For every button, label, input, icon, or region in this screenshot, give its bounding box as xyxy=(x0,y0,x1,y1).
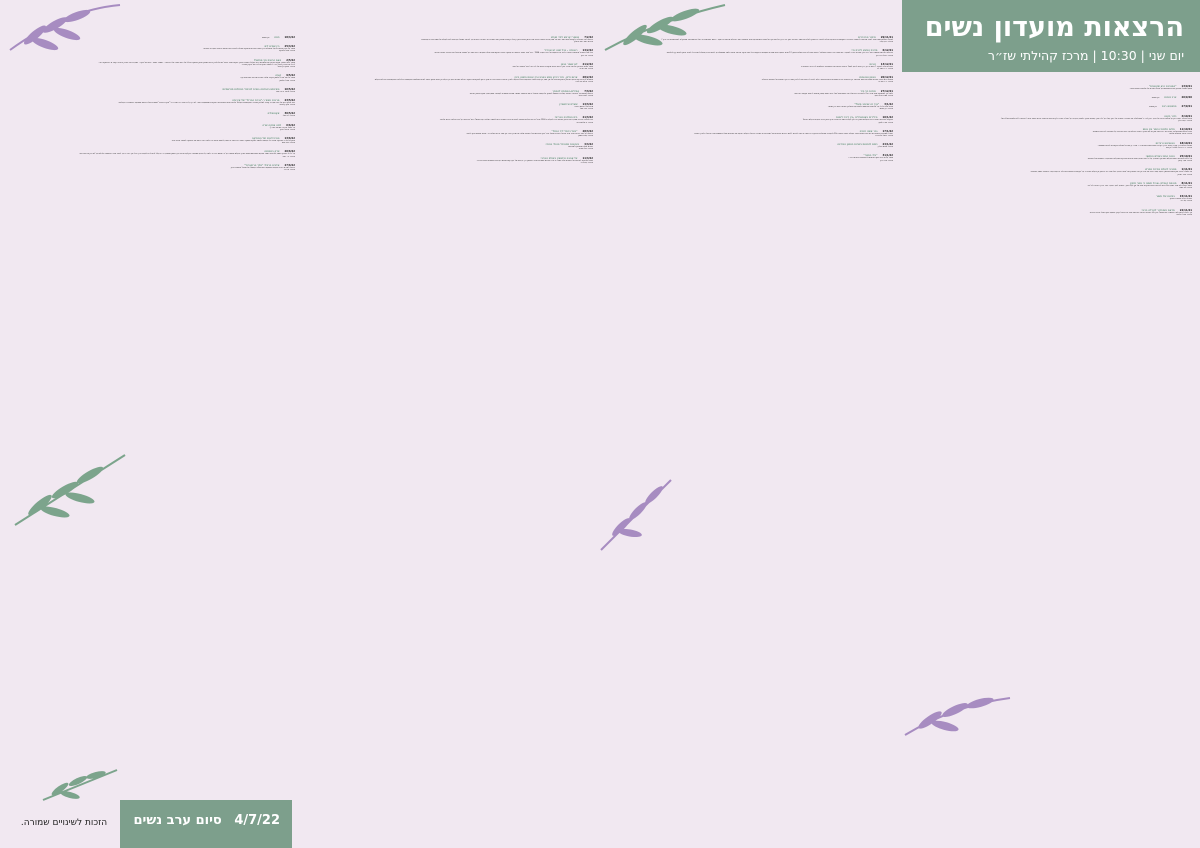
lecture-date: 21/2/22 xyxy=(582,62,593,66)
lecture-entry xyxy=(303,130,593,137)
lecture-description: הרצאה סוחפת על הכתיבה -תרפיה עולם בו המפתח להפחך ולהעצמה מתחיל בראש וראשונה בסיפור שאנחנו מספרים לעצמנו. מופע סוער סוחף מצחיק ומרגש. xyxy=(469,92,593,95)
lecture-date: 29/11/21 xyxy=(880,36,893,39)
leaf-decoration-icon xyxy=(596,475,676,555)
lecture-date: 6/6/22 xyxy=(286,123,295,127)
lecture-title: רואנדה - בכל שנה יש אפריל xyxy=(544,49,578,53)
lecture-description: סיפור בלשי אמיתי, מותח ומרתק עם טוויסטים רבים בעלילה מזווית החוקר מקפד מוצב בגבול ישראל-לבנון נרצח מפיצוץ מטען בשיטוף הגלגל של הגיש הסיור שלו הרצאה... ומסוגר בספר ״יומנו של חוקר״ במערכת ואי הצדק הנוראי בקשר ש״המבוקש הזה״ xyxy=(98,61,295,64)
lecture-speaker: מרצה: יריב פלד xyxy=(282,115,295,118)
no-meeting-note: אין מפגש xyxy=(262,37,270,39)
lecture-speaker: מרצה: אלון קליבנוב xyxy=(279,104,295,107)
lecture-speaker: מרצה: מנחם טילדין xyxy=(877,146,893,149)
lecture-description: בית המלוכה הבריטי מסעיר את הדמיון האנושי כבר למעלה מ 1200 שנה! מי הם המלכים שהפכו לגיבורים וכיצד השתנה היחס למוסד המלוכה עם השנים? הכול בהרצאה על בית המלוכה בדגש מלכות. xyxy=(439,119,593,122)
lecture-date: 7/3/22 xyxy=(584,89,593,93)
lecture-speaker: מרצה: רועי עלוני xyxy=(879,41,893,44)
lecture-date: 20/6/22 xyxy=(284,150,295,154)
lecture-speaker: מרצה: אורלי אלדובי xyxy=(1176,213,1192,216)
no-meeting-note: אין מפגש. xyxy=(1151,97,1160,100)
lecture-description: שני הפלגה הזוגה אוקיינוסים שבמשך כמעט עשור הציגו את טניה וגן זוגה במאבק מול איתני הטבע, מול שודדי ים, בניתוק מן העולם המודרני. על הקשיים וההתמודדויות לצד הרגעים עוצרי הנשימה במסע המאתגר. xyxy=(1029,171,1192,174)
lecture-title: נשים לוחמות בשרות בטחון המדינה xyxy=(837,143,878,147)
lecture-date: 8/11/21 xyxy=(1181,181,1192,185)
lecture-description: מוזמנים להיכרות עם הטבע המרתק והאיקונוגרפיה של יפן. מסע בין עונות השנה הצבועות בשלל צבעים, לאורך שרשרת האיים ההררית שבין ים יפן לאוקיאנוס השקט. נטולת אוצרות טבע אך בעלת הון אנושי שהפך אותה לאחת משלושת המעצמות הכלכליות והתעשייתיות הגדולות בעולם. xyxy=(374,79,593,82)
lecture-entry xyxy=(10,74,295,81)
lecture-description: מופע נוסטלגי מצחיק ומרגש שמבוסס על מיטב השירים של שלישיית הגשש החיוור. xyxy=(1129,88,1192,90)
lecture-title-line xyxy=(902,96,1192,99)
lecture-title: השימוש בהנדסה גנטית לטיפול במחלות תורשתיות xyxy=(222,87,280,91)
lecture-entry xyxy=(303,103,593,110)
lecture-speaker: מרצה: ירון כפכפי xyxy=(879,108,893,111)
lecture-entry xyxy=(902,85,1192,90)
lecture-date: 13/9/21 xyxy=(1181,85,1192,88)
lecture-entry xyxy=(902,105,1192,108)
lecture-entry xyxy=(10,99,295,106)
lecture-date: 15/11/21 xyxy=(1179,195,1192,199)
lecture-description: נלמד איך באמצעות מבט מהיר נוכל לזהות מי ניצב מולנו מה הפוטנציאל שלו, איזה תחום עיסוק מתאים לו ואיזו תקופה הוא חווה. xyxy=(793,92,893,95)
lecture-entry xyxy=(603,143,893,148)
lecture-date: 20/9/20 xyxy=(1181,96,1192,100)
leaf-decoration-icon xyxy=(900,690,1015,740)
lecture-entry xyxy=(902,182,1192,189)
lecture-speaker: מרצה: עידית בר xyxy=(580,161,593,164)
lecture-title: האמן ואהובתו xyxy=(859,76,876,80)
lecture-title: פסח xyxy=(274,36,280,39)
lecture-speaker: מרצה: אודי פרבר xyxy=(579,68,593,71)
season-end-banner xyxy=(120,800,292,848)
lecture-speaker: מרצה: איילת איידלברג xyxy=(575,81,593,84)
lecture-entry xyxy=(10,124,295,131)
lecture-date: 27/6/22 xyxy=(284,163,295,167)
lecture-date: 11/10/21 xyxy=(1179,128,1192,132)
lecture-speaker: מרצה: מירה כהן xyxy=(880,159,893,162)
lecture-date: 10/1/22 xyxy=(882,116,893,120)
lecture-entry xyxy=(603,130,893,137)
lecture-title: ערב סוכות xyxy=(1164,96,1177,100)
lecture-speaker: מרצה: ליאת רוטנר xyxy=(578,94,593,97)
lecture-speaker: מרצה: עננת הופמן xyxy=(578,135,593,138)
lecture-speaker: מרצה: עוזי רבי xyxy=(1180,200,1192,203)
no-meeting-note: אין מפגש. xyxy=(1148,106,1157,109)
lecture-date: 20/12/21 xyxy=(880,76,893,80)
lecture-title: קובה xyxy=(275,74,282,78)
lecture-entry xyxy=(902,96,1192,99)
lecture-description: כוכבים מזלות מיסטיקה ומציאות. xyxy=(567,146,593,149)
lecture-title: חלום חלמתי ופותר אין אותו xyxy=(1142,128,1175,132)
lecture-entry xyxy=(603,154,893,161)
lecture-description: מחקרים גלו כי המוזיקה מהווה כלי עוצמתי לשיפור ושיקום תפקודי המוח. בהרצאה זו נתוודע לתחום חדשני זה ונלמד כיצד נרתום את המוזיקה לשיפור איכות חיינו. xyxy=(171,139,295,142)
lecture-title: צדק במבחנה xyxy=(264,150,280,154)
lecture-entry xyxy=(902,195,1192,202)
lecture-description: פרסי נובל והגנום היהודי. xyxy=(573,106,593,109)
lecture-title: סודות כף היד xyxy=(860,89,876,93)
leaf-decoration-icon xyxy=(40,765,120,805)
lecture-speaker: מרצים: תמר וצחי צייטלין xyxy=(573,41,593,44)
lecture-description: הספר קוהלת לא שאר כמעט ולא נכנס לתרבות החיים מנקודת מבט של זקן בעל ניסיון , המציע לנער הצעיר -מהי הדרך הנכונה לכל בה. xyxy=(1087,184,1192,187)
season-end-date: 4/7/22 xyxy=(234,813,280,828)
lecture-title: האם הרוצח חף מפשע? xyxy=(254,58,282,62)
lecture-description: אמנים רבים תיארו בצורות שונות את נושא אהבתם. בין האהובות היו גם נשותיהם והאהובותיהם. נלמד להבדיל ביניהם ונוכל להבין ממה היו בין האישיים של האמנים הגדולים. xyxy=(761,79,893,82)
leaf-decoration-icon xyxy=(5,0,125,60)
lecture-description: בהרצאה מרגשת חושפת רויטל נריה כהן, שוטרת בכירה לשעבר, את סיפור חייה האישי המטלטל. כאישה שניהלה חיים כפולים במשך 12 שנים. בשעות היום שוטרת מועצמת ברמקפת ככל אשה חזקה ובביתה אישה חלשה ומושפלת עד לאותו אירוע מטלטל שגרם לה לאזור אומץ ולשים קץ לאלימות. xyxy=(666,52,893,55)
lecture-entry xyxy=(303,116,593,123)
lecture-description: רוסיה, ששינויים ההיסטוריים הם מהדרמטיים ביותר בעולם, הפכה במאה ה20 למעבדה סוציולגית מרתקת. בהרצאה זו ננסה להכנס ללבם, בחירם וסיכוייהם של נשים וגברים במדינה הגדולה בעולם. ונוגעת את השינויים שחלו בתפיסות מגדריות אלה לאורך השנים. xyxy=(694,132,893,135)
lecture-entry xyxy=(303,36,593,43)
lecture-date: 17/1/22 xyxy=(882,129,893,133)
lecture-speaker: מרצה: אפרת הילה סעד xyxy=(874,94,893,97)
lecture-speaker: מרצה: טניה רמניק xyxy=(1177,173,1192,176)
lecture-date: 21/3/22 xyxy=(582,116,593,120)
lecture-date: 6/12/21 xyxy=(882,49,893,53)
lecture-title: "המנגינה היא שקועבת" xyxy=(1148,85,1177,88)
lecture-title: מנטורי קרטא לחיי חופש xyxy=(551,36,580,39)
lecture-date: 13/6/22 xyxy=(284,136,295,140)
lecture-title: גבר אשה רוסיה xyxy=(859,129,878,133)
lecture-title: הושענא רבה xyxy=(1161,105,1177,109)
lecture-entry xyxy=(603,90,893,97)
lecture-speaker: מרצה: פרופ׳ אבשלום אליצור xyxy=(1168,133,1192,136)
lecture-date: 27/12/21 xyxy=(880,89,893,93)
lecture-entry xyxy=(603,116,893,123)
lecture-column-3 xyxy=(303,0,593,848)
lecture-description: הצצה מרתקת לתרבות של השכנים שלנו במזה״ת נכיר מנהגים ומסורות סביב הנישואין דרך עיניהם של הקריקטוריסטים הערבים הנשואות וחווית בם יחד. xyxy=(476,159,593,162)
rights-reserved-note: הזכות לשינויים שמורה. xyxy=(20,818,108,828)
lecture-date: 4/4/22 xyxy=(584,143,593,147)
lecture-title: אקטואליה xyxy=(267,112,280,116)
lecture-speaker: מרצה: פרופ׳ ידידיה גפני xyxy=(276,90,295,93)
lecture-title: סיפור הפרברים xyxy=(858,36,876,39)
lecture-entry xyxy=(603,63,893,70)
lecture-entry xyxy=(603,76,893,83)
lecture-title: מזירת הפשע לזירת חיי xyxy=(851,49,878,53)
lecture-title: על אהבה ונישואין בעולם הערבי xyxy=(540,156,578,160)
lecture-speaker: מרצה: אריאל הכהן xyxy=(279,128,295,131)
lecture-speaker: מרצה: ד״ר משה לוי xyxy=(877,68,893,71)
lecture-speaker: מרצה: מיטל איטקיס xyxy=(279,50,295,53)
lecture-date: 2/5/22 xyxy=(286,58,295,62)
lecture-entry xyxy=(603,103,893,110)
page-title: הרצאות מועדון נשים xyxy=(924,12,1184,43)
lecture-entry xyxy=(10,59,295,69)
lecture-description: האם יש סיכוי לאהבה ? האם יש רק דרך אחת להגיע לשם? הרצאה בוחנת את המונוגמיה והחלופות לה בראי ההיסטוריה xyxy=(801,65,893,68)
lecture-description: עדות המדינה רעות רובין על פרשת הרצח של הנער רענן לוי ז״ל ששטלטלה את המדינה. סיפורה של רובין עולה על כל דימיון. עוצמתי ונעקר לשמוע הערהה על תהליכי בחירה לקיחת אחריות ושינוי בחיים- סיפור אישי. (הכניסה ללא טלפונים סלולריים). xyxy=(1000,117,1192,120)
lecture-title-line xyxy=(902,105,1192,108)
lecture-title: מדאם פומפדור לקרלה ברוני xyxy=(1141,208,1175,212)
lecture-title: אלביס פרסלי "מלך הרוקנרול" xyxy=(244,163,280,167)
lecture-column-2 xyxy=(603,0,893,848)
lecture-entry xyxy=(902,209,1192,216)
lecture-speaker: מרצה: זהר בגון xyxy=(581,54,593,57)
lecture-entry xyxy=(10,88,295,93)
lecture-description: האביב הערבי והמזרח התיכון. xyxy=(1169,198,1192,201)
lecture-entry xyxy=(303,157,593,164)
lecture-speaker: מרצה: אורלי סלומון xyxy=(279,79,295,82)
lecture-title: הילידים באוסטרליה -בין דיכוי לזהות xyxy=(836,116,878,120)
lecture-description: בכל שנה באפריל מתכנסת רואנדה לזכור את הזוועות של רצח העם ב 1994 . בכל שנה השאר הנושא היא עסוקה בבנייה שיקום ופיוס ואלה נשענים הרבה מאוד על נשותיה שהובילו את המדינה המוכה מחדש. xyxy=(434,52,593,55)
lecture-speaker: מרצה: דר׳ זאבי xyxy=(282,155,295,158)
lecture-entry xyxy=(303,90,593,97)
lecture-date: 11/4/22 xyxy=(582,156,593,160)
lecture-entry xyxy=(303,76,593,83)
lecture-entry xyxy=(303,49,593,56)
lecture-date: 9/5/22 xyxy=(286,74,295,78)
lecture-speaker: מרצה: ד״ר מרדכי (מורדי) בן חמו xyxy=(1165,146,1192,149)
lecture-speaker: מרצה: ארז בר xyxy=(283,168,295,171)
lecture-date: 24/1/22 xyxy=(882,143,893,147)
lecture-title: זוגיות xyxy=(869,62,876,66)
lecture-description: סיפור חייו של אורלי סלומון בקובה מלווה בשירים מדרום יבשת אמריקה. xyxy=(240,77,295,80)
lecture-entry xyxy=(10,164,295,171)
lecture-speaker: לרגל יום הזיכרון לחללי צה״ל הסיפור מוקדש לזכרו של הקצין שנהרג. מרצה: צביקה קרוכמל xyxy=(241,63,295,69)
lecture-speaker: מרצה: יואל שתרוג xyxy=(578,148,593,151)
lecture-date: 28/3/22 xyxy=(582,129,593,133)
lecture-date: 7/2/22 xyxy=(584,36,593,39)
lecture-title: שאלת איינשטיין xyxy=(559,103,578,107)
lecture-title: הכוח הנשי בעולם החשאי xyxy=(1145,154,1175,158)
lecture-speaker: מרצה: יואב יוכפז xyxy=(281,142,295,145)
lecture-date: 14/3/22 xyxy=(582,103,593,107)
lecture-title: בעקבות פסטיבל ההולי בהודו xyxy=(545,143,580,147)
leaf-decoration-icon xyxy=(10,450,130,530)
lecture-date: 18/10/21 xyxy=(1179,141,1192,145)
lecture-date: 23/5/22 xyxy=(284,98,295,102)
lecture-entry xyxy=(902,128,1192,135)
lecture-date: 1/11/21 xyxy=(1181,168,1192,172)
lecture-title: לא שומר בבטן xyxy=(560,62,578,66)
lecture-entry xyxy=(10,137,295,144)
lecture-description: כיצד מגיעה בתו של חנוני מעיירה קטנה לשלטון במדינה המעצמתית בעולם? ולהיות אחת מהמנהיגות החזקות והמשפיעות ביותר, לא רק על בריטניה, בה שברה כל "תקרת זכוכית "אפשרית אלא כדמות משפיעה בהיסטוריה העולמית. xyxy=(118,101,295,104)
lecture-date: 3/1/22 xyxy=(884,103,893,107)
lecture-date: 4/10/21 xyxy=(1181,114,1192,118)
lecture-title: "איך זה שכוכב מעז?" xyxy=(854,103,880,107)
lecture-date: 28/2/22 xyxy=(582,76,593,80)
lecture-title: האוטיסט ורעייתו xyxy=(1155,141,1175,145)
lecture-description: הרצאה זוגה במהלכה לוקחים אותנו תמר וצחי אל מסע מרגש -סיפור חייהם יוצא הדופן מחיים בתוך קהילה קיצונית ומאבק תסר פשרות נגד המדינה הציונית ועד ליציאה בשאלה עם שש ילדים לעולם של חופש בחירה ועצמאות. xyxy=(421,39,593,41)
lecture-entry xyxy=(902,155,1192,162)
lecture-date: 30/5/22 xyxy=(284,112,295,116)
lecture-speaker: מרצה: רויטל נריה כהן xyxy=(875,54,893,57)
lecture-entry xyxy=(303,63,593,70)
lecture-title: למה צחקה שרה xyxy=(262,123,282,127)
lecture-entry xyxy=(303,143,593,150)
lecture-date: 25/10/21 xyxy=(1179,154,1192,158)
lecture-description: על הומור אירוניה ושנינות בתנ״ך. xyxy=(269,126,295,129)
lecture-column-4 xyxy=(10,0,295,848)
lecture-speaker: מרצה: ד״ר אפי זיו xyxy=(878,81,893,84)
lecture-date: 27/9/21 xyxy=(1181,105,1192,109)
lecture-description: על דנ״א, גנטיקה ופשע בהרצאה נספר שבעים תחום מפורסמים בארץ ובעולם שנפתרו על ידי שימוש בדנ״א, נלמד על המדע שמאחורי הקלעים ונראה איך באופן מפתיע, דנ״א עלול להוביל גם לעיוות הדין. נגלה איך הדנ״א עד להציג אחרי המחשבה ולבלוש על לא נכון את בוא הצד. xyxy=(78,153,295,156)
page-subtitle: יום שני | 10:30 | מרכז קהילתי שז״ר xyxy=(987,48,1184,63)
lecture-entry xyxy=(902,115,1192,122)
lecture-description: החיים, השירים ההרס העצמי והשפעתו התרבותית העצומה של מחולל מהפכת הרוק xyxy=(230,166,295,169)
lecture-title: "בצל כרמל ליד הנחל" xyxy=(551,129,578,133)
lecture-title: הנוירולוגיה של המוזיקה xyxy=(251,136,280,140)
lecture-speaker: מרצה: רעות רובין xyxy=(1178,119,1192,122)
lecture-description: למעלה משלוש מאות שנה לאחר שהוצגה לראשונה הטרגדיה השקספירית הנודעת מחליט לאונרד ברנשטיין לשלב את סיפור האהבה בתוך חיי הכרך של אמריקה של שנות החמישים עם אחד מתחזות הזמר הגדולים שנכתבו אי פעם . היחום המאימים זה החל כפראפראזה מוסיקלית לאנטישמיות בניו יורק ? xyxy=(661,39,893,41)
lecture-description: איך נכנלה צרפת לפני המהפכה הצרפתית? ואיך נולד מטבח הגורמה הצרפתי שיצר את הגובל קויזין, תופעת השף כסלב וכוכבו חרבות. xyxy=(1089,211,1192,214)
leaf-decoration-icon xyxy=(600,0,730,55)
lecture-title: בין שמים לים xyxy=(264,45,280,49)
lecture-description: סיפור עליית יהודי תימן ותרומתם להתיישבות החדשה בא״י. xyxy=(848,157,893,160)
lecture-description: סיפור האישי המרתק של אודי פרבר ואיך נראים החיים מנקודת המבט של ילד הגדל בצל המשבר של אמו. xyxy=(512,65,593,68)
lecture-entry xyxy=(10,150,295,157)
lecture-description: הרצאה על מנור יצירתו אהוד מנור מגדולי היוצרים שנולד וגדל בנוף הארצישראלי וכתיבתו מלווה את פרקי חיינו. נוף אשר יצירתו מלאה בו - מביתו מושבתו ונוף ילדותו. xyxy=(466,132,593,135)
lecture-description: סיפור על אבדן והתגברות על מכשולים דרך סיפור אישי מהתרסקות טוטלית לבניית חיים חדשים הרצאה מעוררת השראה xyxy=(203,48,295,51)
lecture-description: שיחה פלב אל לב על אירוטיזם והגשמת חלומות עם המלחין, מחזאי, במאי ירון כפכפי. xyxy=(827,106,893,109)
lecture-speaker: מרצה: נארי פאל xyxy=(579,108,593,111)
lecture-description: יסודות הזוגיות דרך מקרה מיוחד בדרך הקרית והומוריסטית מתיחס ד״ר מורדי בן חמו אל שאלות הקשורות לזוגיות ומשפחה. xyxy=(1097,144,1192,147)
lecture-date: 14/2/22 xyxy=(582,49,593,53)
lecture-speaker: מרצה: יוסי ניסוזי xyxy=(1179,187,1192,189)
lecture-title: "עלי בתמר" xyxy=(863,154,878,158)
lecture-title: המילים-המפתח להפחך xyxy=(552,89,580,93)
lecture-date: 16/5/22 xyxy=(284,87,295,91)
lecture-title: חוכמת קוהלת -אכול ושתה כי מחר תזקין xyxy=(1129,181,1177,185)
lecture-title: בית המלוכה הבריטי xyxy=(554,116,578,120)
lecture-speaker: מרצה: זאב רילסקי xyxy=(878,121,893,124)
lecture-title: בסיומו של עשור xyxy=(1156,195,1175,199)
lecture-date: 18/4/22 xyxy=(284,36,295,39)
lecture-date: 31/1/22 xyxy=(882,154,893,158)
lecture-speaker: מרצה: דניאל גולדנברג xyxy=(875,135,893,138)
lecture-date: 22/11/21 xyxy=(1179,208,1192,212)
lecture-speaker: מרצה: סער קדמן xyxy=(1178,160,1192,163)
lecture-date: 13/12/21 xyxy=(880,62,893,66)
lecture-entry xyxy=(902,168,1192,175)
lecture-date: 25/4/22 xyxy=(284,45,295,49)
lecture-entry xyxy=(902,142,1192,149)
lecture-speaker: מרצה: זיו אלכסנדרוני xyxy=(576,121,593,124)
lecture-entry xyxy=(10,112,295,117)
lecture-description: בעקבות התרבות האבוריג׳נית הנעלמת.מאיגן חי הלוך ועלם ביבשת הדרומית. פרק מכונן בדיכוי וגזענות בעולם החדש? xyxy=(802,119,893,122)
lecture-description: חידת החלום בפסיכולוגיה המודרנית. ההרצאה סוקרת את מחקרי השינה והחלום עד ימינו ומרחיבה על חשיבותה לבריאות הנפשית. xyxy=(1092,131,1192,134)
lecture-title: מרגרט תאצ׳ר-"גברת הברזל" של אירופה xyxy=(232,98,280,102)
season-end-title: סיום ערב נשים xyxy=(133,813,222,828)
lecture-description: על יכולות וייחודיות הנשים בעולם המודיעין המבצעי, על כל גווניו ומדוע נשים יתרונות מובהקים בפעילות המבצעית - מיתוסים מול מציאות. xyxy=(1087,157,1192,160)
lecture-title: כדור בקנה xyxy=(1164,114,1177,118)
lecture-title: אדום ולבן, ורוד וירוק מסע בטבע ובין עונות השנה ביפן xyxy=(514,76,578,80)
lecture-title: מסביב לעולם בסירת מפרש xyxy=(1145,168,1177,172)
